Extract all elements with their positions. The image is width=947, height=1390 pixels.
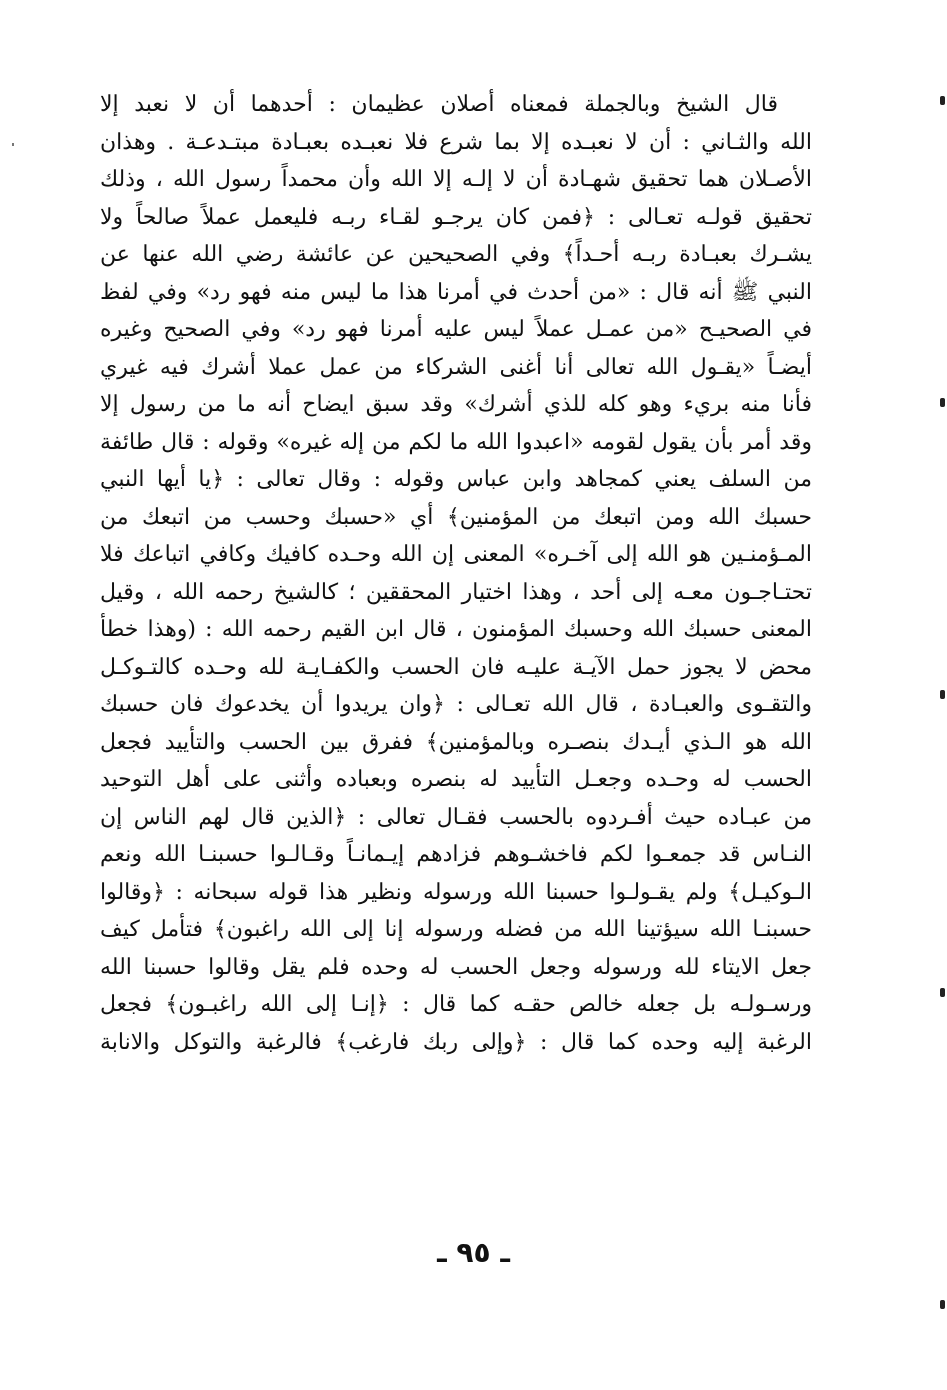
text-line: المـؤمنـين هو الله إلى آخـره» المعنى إن الله وحـده كافيك وكافي اتباعك فلا [100,542,812,567]
text-line: جعل الايتاء لله ورسوله وجعل الحسب له وحده فلم يقل وقالوا حسبنا الله [100,954,812,980]
text-line: فأنا منه بريء وهو كله للذي أشرك» وقد سبق ايضاح أنه ما من رسول إلا [100,392,812,417]
text-line: من السلف يعني كمجاهد وابن عباس وقوله : وقال تعالى : ﴿يا أيها النبي [100,467,812,492]
body-text [100,86,812,1061]
text-line: يشـرك بعبـادة ربـه أحـداً﴾ وفي الصحيحين عن عائشة رضي الله عنها عن [100,242,812,267]
scan-margin-mark [940,1300,945,1309]
text-line: قال الشيخ وبالجملة فمعناه أصلان عظيمان : أحدهما أن لا نعبد إلا [100,92,778,117]
text-line: الأصـلان هما تحقيق شهـادة أن لا إلـه إلا الله وأن محمداً رسول الله ، وذلك [100,167,812,192]
text-line: حسبنـا الله سيؤتينا الله من فضله ورسوله إنا إلى الله راغبون﴾ فتأمل كيف [100,917,812,942]
scan-margin-mark [940,988,945,997]
text-line: المعنى حسبك الله وحسبك المؤمنون ، قال ابن القيم رحمه الله : (وهذا خطأ [100,617,812,642]
text-line: من عبـاده حيث أفـردوه بالحسب فقـال تعالى : ﴿الذين قال لهم الناس إن [100,804,812,830]
scan-margin-mark [940,96,945,105]
text-line: حسبك الله ومن اتبعك من المؤمنين﴾ أي «حسبك وحسب من اتبعك من [100,504,812,530]
text-line: النبي ﷺ أنه قال : «من أحدث في أمرنا هذا ما ليس منه فهو رد» وفي لفظ [100,279,812,305]
text-line: النـاس قد جمعـوا لكم فاخشـوهم فزادهم إيـمانـاً وقـالـوا حسبنـا الله ونعم [100,842,812,867]
text-line: الله هو الـذي أيـدك بنصـره وبالمؤمنين﴾ ففرق بين الحسب والتأييد فجعل [100,729,812,755]
text-line: والتقـوى والعبـادة ، قال الله تعـالى : ﴿وان يريدوا أن يخدعوك فان حسبك [100,692,812,717]
scan-margin-mark [940,690,945,699]
text-line: تحتـاجـون معـه إلى أحد ، وهذا اختيار المحققين ؛ كالشيخ رحمه الله ، وقيل [100,579,812,605]
text-line: تحقيق قولـه تعـالى : ﴿فمن كان يرجـو لقـاء ربـه فليعمل عملاً صالحاً ولا [100,204,812,230]
text-line: وقد أمر بأن يقول لقومه «اعبدوا الله ما لكم من إله غيره» وقوله : قال طائفة [100,429,812,455]
text-line: الـوكيـل﴾ ولم يقـولـوا حسبنا الله ورسوله ونظير هذا قوله سبحانه : ﴿وقالوا [100,879,812,905]
text-line: الله والثـاني : أن لا نعبـده إلا بما شرع فلا نعبـده بعبـادة مبتـدعـة . وهذان [100,129,812,155]
text-line: في الصحيـح «من عمـل عملاً ليس عليه أمرنا فهو رد» وفي الصحيح وغيره [100,317,812,342]
text-line: الحسب له وحـده وجعـل التأييد له بنصره وبعباده وأثنى على أهل التوحيد [100,767,812,792]
text-line: محض لا يجوز حمل الآيـة عليـه فان الحسب والكفـايـة لله وحـده كالتـوكـل [100,654,812,680]
text-line: الرغبة إليه وحده كما قال : ﴿وإلى ربك فارغب﴾ فالرغبة والتوكل والانابة [100,1029,812,1055]
scan-speck [12,143,14,146]
text-line: أيضـاً «يقـول الله تعالى أنا أغنى الشركاء من عمل عملا أشرك فيه غيري [100,354,812,380]
page-number: ـ ٩٥ ـ [437,1236,510,1269]
scan-margin-mark [940,398,945,407]
text-line: ورسـولـه بل جعله خالص حقـه كما قال : ﴿إنـا إلى الله راغبـون﴾ فجعل [100,992,812,1017]
